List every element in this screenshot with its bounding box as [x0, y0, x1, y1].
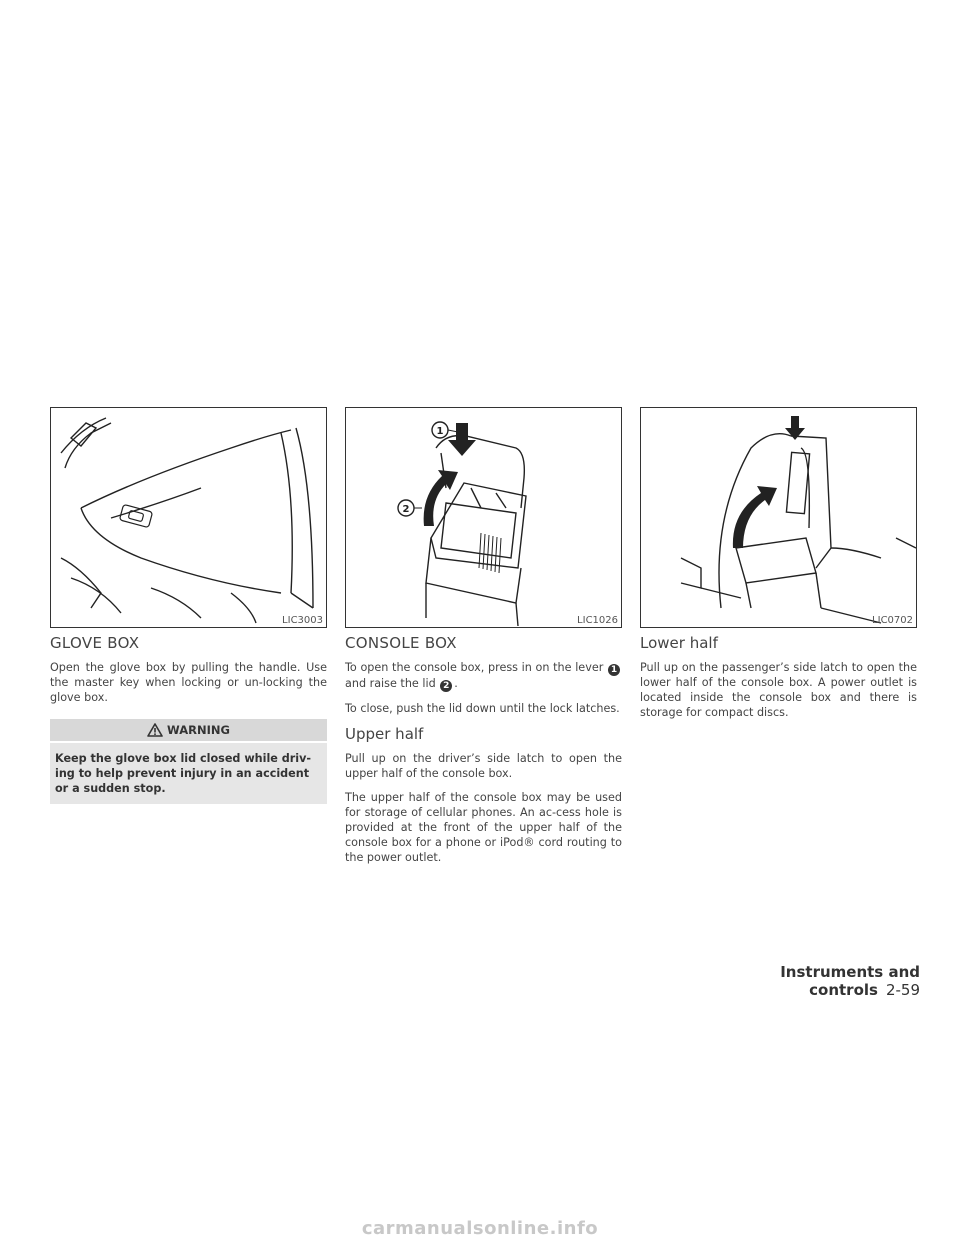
watermark: carmanualsonline.info: [361, 1218, 599, 1239]
console-intro-period: .: [454, 677, 458, 690]
warning-icon: [147, 723, 163, 737]
lower-half-text: Pull up on the passenger’s side latch to open the lower half of the console box. A power outlet is located inside the console box and there is storage for compact discs.: [640, 661, 917, 719]
lower-half-illustration: [641, 408, 917, 628]
callout-2-badge: 2: [440, 680, 452, 692]
console-intro-text: To open the console box, press in on the lever: [345, 661, 604, 674]
lower-half-heading: Lower half: [640, 634, 718, 652]
callout-2: 2: [402, 504, 410, 515]
upper-half-text-1: Pull up on the driver’s side latch to open the upper half of the console box.: [345, 752, 622, 780]
console-box-illustration: [346, 408, 622, 628]
glove-box-heading: GLOVE BOX: [50, 634, 140, 652]
figure-code: LIC3003: [282, 615, 323, 626]
lower-half-section: [640, 630, 917, 729]
warning-header: [50, 719, 327, 741]
press-arrow-icon: [448, 423, 476, 456]
console-box-heading: CONSOLE BOX: [345, 634, 457, 652]
page-footer: [690, 963, 920, 999]
console-box-figure: [345, 407, 622, 628]
console-box-section: [345, 630, 622, 874]
upper-half-text-2: The upper half of the console box may be used for storage of cellular phones. An ac-cess hole is provided at the front of the upper half of the console box for a phone or iPod® cord routing to the power outlet.: [345, 791, 622, 864]
console-close-text: To close, push the lid down until the lock latches.: [345, 702, 620, 715]
glove-box-text: Open the glove box by pulling the handle. Use the master key when locking or un-locking the glove box.: [50, 661, 327, 704]
glove-box-figure: [50, 407, 327, 628]
figure-code: LIC1026: [577, 615, 618, 626]
console-box-intro: [345, 660, 622, 692]
page-number: 2-59: [885, 981, 920, 999]
glove-box-section: [50, 630, 327, 804]
warning-text: Keep the glove box lid closed while driv-ing to help prevent injury in an accident or a sudden stop.: [50, 743, 327, 804]
upper-half-heading: Upper half: [345, 725, 424, 743]
callout-1-badge: 1: [608, 664, 620, 676]
lift-arrow-icon: [424, 470, 458, 526]
warning-label: WARNING: [167, 723, 230, 737]
lower-half-figure: [640, 407, 917, 628]
section-title: Instruments and controls: [780, 963, 920, 999]
console-intro-text-2: and raise the lid: [345, 677, 436, 690]
figure-code: LIC0702: [872, 615, 913, 626]
glove-box-illustration: [51, 408, 327, 628]
lift-arrow-icon: [733, 486, 777, 548]
callout-1: 1: [436, 426, 444, 437]
